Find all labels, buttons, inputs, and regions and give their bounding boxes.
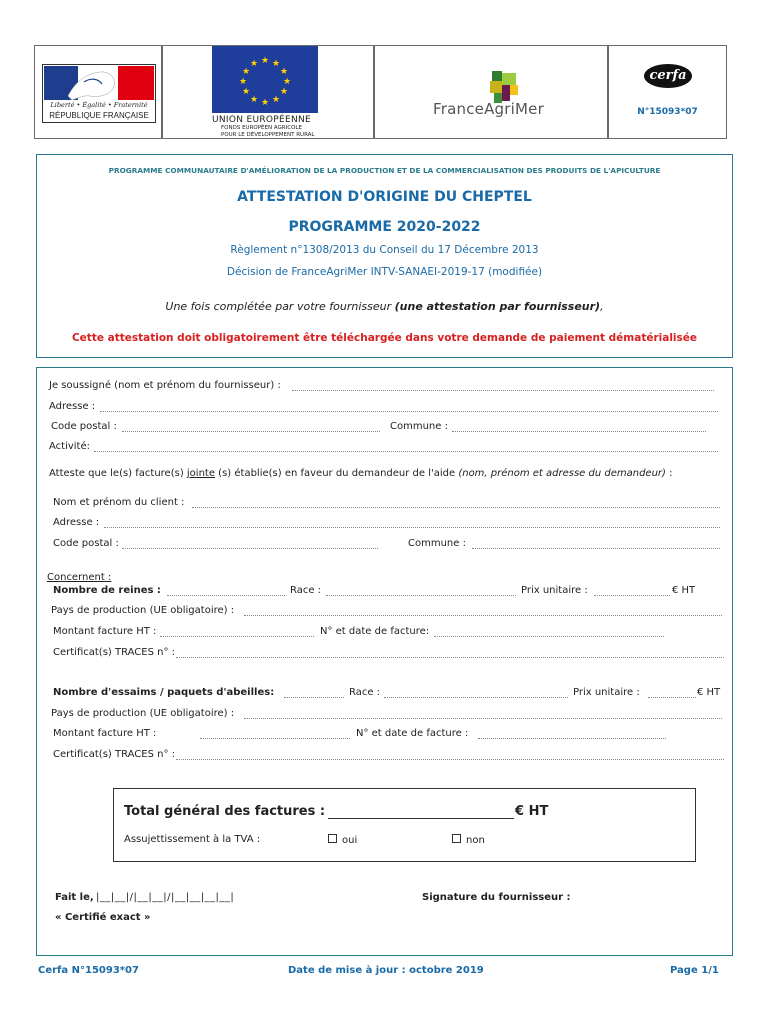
queens-country-field[interactable]	[244, 615, 722, 616]
vat-label: Assujettissement à la TVA :	[124, 834, 261, 845]
queens-amount-label: Montant facture HT :	[53, 626, 157, 637]
header-cell-cerfa	[608, 45, 727, 139]
svg-text:★: ★	[271, 59, 281, 69]
svg-text:★: ★	[279, 67, 289, 77]
client-postcode-field[interactable]	[122, 548, 378, 549]
supplier-activity-field[interactable]	[94, 451, 718, 452]
header-cell-eu	[162, 45, 374, 139]
svg-text:★: ★	[249, 95, 259, 105]
supplier-commune-field[interactable]	[452, 431, 706, 432]
title-box	[36, 154, 733, 358]
header-cell-franceagrimer	[374, 45, 608, 139]
upload-warning: Cette attestation doit obligatoirement être téléchargée dans votre demande de paiement dématérialisée	[71, 332, 698, 344]
svg-text:★: ★	[241, 87, 251, 97]
svg-text:★: ★	[238, 77, 248, 87]
svg-text:★: ★	[260, 56, 270, 66]
date-field[interactable]: |__|__|/|__|__|/|__|__|__|__|	[96, 892, 235, 903]
vat-no-option[interactable]	[452, 834, 485, 846]
client-address-field[interactable]	[104, 527, 720, 528]
vat-no-label: non	[466, 835, 485, 846]
queens-race-field[interactable]	[326, 595, 516, 596]
queens-count-label: Nombre de reines :	[53, 585, 161, 596]
queens-invoice-field[interactable]	[434, 636, 664, 637]
footer-cerfa: Cerfa N°15093*07	[38, 965, 139, 976]
queens-price-field[interactable]	[594, 595, 670, 596]
client-commune-label: Commune :	[408, 538, 466, 549]
attest-text-3: (s) établie(s) en faveur du demandeur de l'aide	[215, 468, 459, 479]
swarms-price-label: Prix unitaire :	[573, 687, 640, 698]
footer-updated: Date de mise à jour : octobre 2019	[288, 965, 484, 976]
total-suffix: € HT	[515, 804, 549, 819]
vat-yes-option[interactable]	[328, 834, 357, 846]
swarms-race-label: Race :	[349, 687, 381, 698]
attest-line	[49, 468, 673, 479]
eu-sub2: POUR LE DÉVELOPPEMENT RURAL	[221, 132, 315, 138]
decision-line: Décision de FranceAgriMer INTV-SANAEI-2019-17 (modifiée)	[226, 266, 543, 278]
certified-label: « Certifié exact »	[55, 912, 151, 923]
svg-text:★: ★	[241, 67, 251, 77]
rf-name: RÉPUBLIQUE FRANÇAISE	[49, 111, 149, 120]
client-address-label: Adresse :	[53, 517, 100, 528]
client-postcode-label: Code postal :	[53, 538, 119, 549]
swarms-invoice-field[interactable]	[478, 738, 666, 739]
instruction-text: Une fois complétée par votre fournisseur	[165, 300, 395, 313]
document-title: ATTESTATION D'ORIGINE DU CHEPTEL	[237, 189, 532, 205]
queens-traces-label: Certificat(s) TRACES n° :	[53, 647, 176, 658]
attest-text-5: :	[665, 468, 673, 479]
eu-sub1: FONDS EUROPÉEN AGRICOLE	[221, 125, 302, 131]
total-field[interactable]	[328, 818, 514, 819]
cerfa-logo: cerfa	[644, 64, 692, 88]
regulation-line: Règlement n°1308/2013 du Conseil du 17 Décembre 2013	[230, 244, 539, 256]
supplier-postcode-label: Code postal :	[51, 421, 117, 432]
instruction-line	[36, 300, 733, 313]
client-commune-field[interactable]	[472, 548, 720, 549]
swarms-count-field[interactable]	[284, 697, 344, 698]
swarms-amount-label: Montant facture HT :	[53, 728, 157, 739]
queens-race-label: Race :	[290, 585, 322, 596]
queens-amount-field[interactable]	[160, 636, 314, 637]
client-name-field[interactable]	[192, 507, 720, 508]
swarms-count-label: Nombre d'essaims / paquets d'abeilles:	[53, 687, 275, 698]
footer-page: Page 1/1	[670, 965, 719, 976]
supplier-name-label: Je soussigné (nom et prénom du fournisseur) :	[49, 380, 281, 391]
client-name-label: Nom et prénom du client :	[53, 497, 185, 508]
swarms-price-suffix: € HT	[697, 687, 721, 698]
queens-price-label: Prix unitaire :	[521, 585, 588, 596]
queens-traces-field[interactable]	[176, 657, 724, 658]
swarms-traces-field[interactable]	[176, 759, 724, 760]
supplier-commune-label: Commune :	[390, 421, 448, 432]
form-box	[36, 367, 733, 956]
supplier-postcode-field[interactable]	[122, 431, 380, 432]
swarms-price-field[interactable]	[648, 697, 696, 698]
svg-text:★: ★	[279, 87, 289, 97]
supplier-name-field[interactable]	[292, 390, 714, 391]
instruction-emphasis: (une attestation par fournisseur)	[394, 300, 601, 313]
vat-yes-checkbox[interactable]	[328, 834, 337, 843]
queens-count-field[interactable]	[167, 595, 285, 596]
programme-line: PROGRAMME COMMUNAUTAIRE D'AMÉLIORATION DE LA PRODUCTION ET DE LA COMMERCIALISATION DES PRODUITS DE L'APICULTURE	[108, 166, 661, 175]
header-cell-republique	[34, 45, 162, 139]
eu-stars-icon	[212, 46, 318, 113]
marianne-logo	[42, 64, 156, 123]
swarms-race-field[interactable]	[384, 697, 568, 698]
swarms-amount-field[interactable]	[200, 738, 350, 739]
rf-motto: Liberté • Égalité • Fraternité	[50, 101, 148, 109]
agency-name: FranceAgriMer	[433, 100, 544, 118]
attest-text-2: jointe	[186, 468, 215, 479]
supplier-address-label: Adresse :	[49, 401, 96, 412]
total-box	[113, 788, 696, 862]
supplier-activity-label: Activité:	[49, 441, 91, 452]
signature-label: Signature du fournisseur :	[422, 892, 571, 903]
programme-years: PROGRAMME 2020-2022	[288, 219, 481, 235]
supplier-address-field[interactable]	[100, 411, 718, 412]
total-label: Total général des factures :	[124, 804, 326, 819]
svg-text:★: ★	[271, 95, 281, 105]
attest-text-4: (nom, prénom et adresse du demandeur)	[458, 468, 666, 479]
queens-price-suffix: € HT	[672, 585, 696, 596]
eu-flag	[212, 46, 318, 113]
svg-text:★: ★	[260, 98, 270, 108]
cerfa-number: N°15093*07	[637, 107, 698, 117]
vat-yes-label: oui	[342, 835, 358, 846]
eu-title: UNION EUROPÉENNE	[212, 115, 312, 125]
instruction-end: ,	[600, 300, 604, 313]
concerning-label: Concernent :	[47, 572, 112, 583]
swarms-country-label: Pays de production (UE obligatoire) :	[51, 708, 235, 719]
attest-text-1: Atteste que le(s) facture(s)	[49, 468, 187, 479]
svg-text:★: ★	[282, 77, 292, 87]
queens-country-label: Pays de production (UE obligatoire) :	[51, 605, 235, 616]
vat-no-checkbox[interactable]	[452, 834, 461, 843]
swarms-country-field[interactable]	[244, 718, 722, 719]
swarms-invoice-label: N° et date de facture :	[356, 728, 469, 739]
marianne-icon	[44, 66, 154, 100]
queens-invoice-label: N° et date de facture:	[320, 626, 430, 637]
done-at-label: Fait le,	[55, 892, 94, 903]
svg-text:★: ★	[249, 59, 259, 69]
swarms-traces-label: Certificat(s) TRACES n° :	[53, 749, 176, 760]
